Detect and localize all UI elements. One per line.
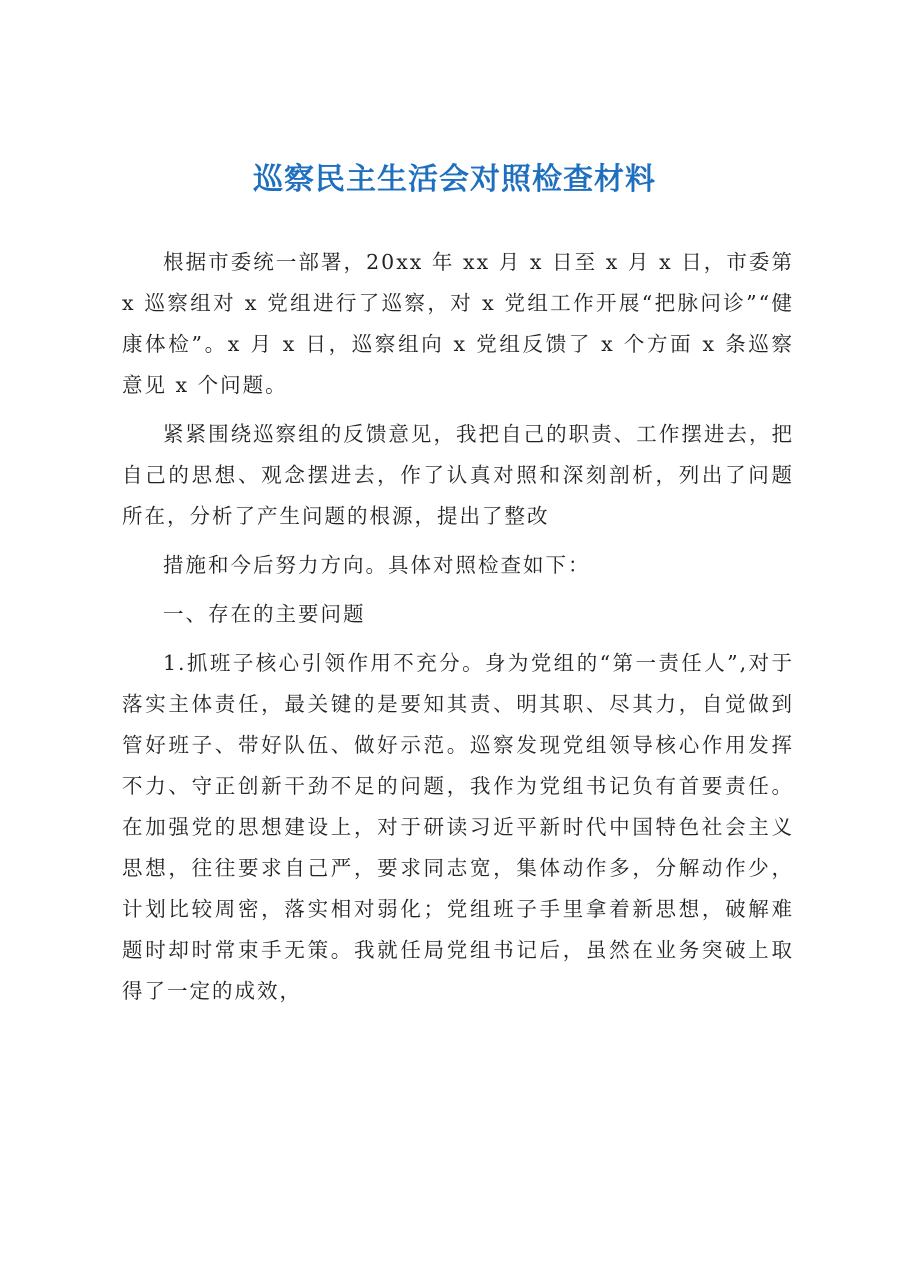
document-title: 巡察民主生活会对照检查材料 <box>253 162 656 197</box>
section-heading: 一、存在的主要问题 <box>163 602 366 626</box>
paragraph-feedback: 紧紧围绕巡察组的反馈意见，我把自己的职责、工作摆进去，把自己的思想、观念摆进去，作了认真对照和深刻剖析，列出了问题所在，分析了产生问题的根源，提出了整改 <box>122 422 794 528</box>
paragraph-issue-1: 1.抓班子核心引领作用不充分。身为党组的“第一责任人”,对于落实主体责任，最关键的是要知其责、明其职、尽其力，自觉做到管好班子、带好队伍、做好示范。巡察发现党组领导核心作用发挥不力、守正创新干劲不足的问题，我作为党组书记负有首要责任。在加强党的思想建设上，对于研读习近平新时代中国特色社会主义思想，往往要求自己严，要求同志宽，集体动作多，分解动作少，计划比较周密，落实相对弱化；党组班子手里拿着新思想，破解难题时却时常束手无策。我就任局党组书记后，虽然在业务突破上取得了一定的成效， <box>122 651 794 1003</box>
document-body <box>122 242 794 1020</box>
paragraph-intro: 根据市委统一部署，20xx 年 xx 月 x 日至 x 月 x 日，市委第 x 巡察组对 x 党组进行了巡察，对 x 党组工作开展“把脉问诊”“健康体检”。x 月 x 日，巡察组向 x 党组反馈了 x 个方面 x 条巡察意见 x 个问题。 <box>122 250 794 397</box>
paragraph-continuation: 措施和今后努力方向。具体对照检查如下： <box>163 553 591 577</box>
